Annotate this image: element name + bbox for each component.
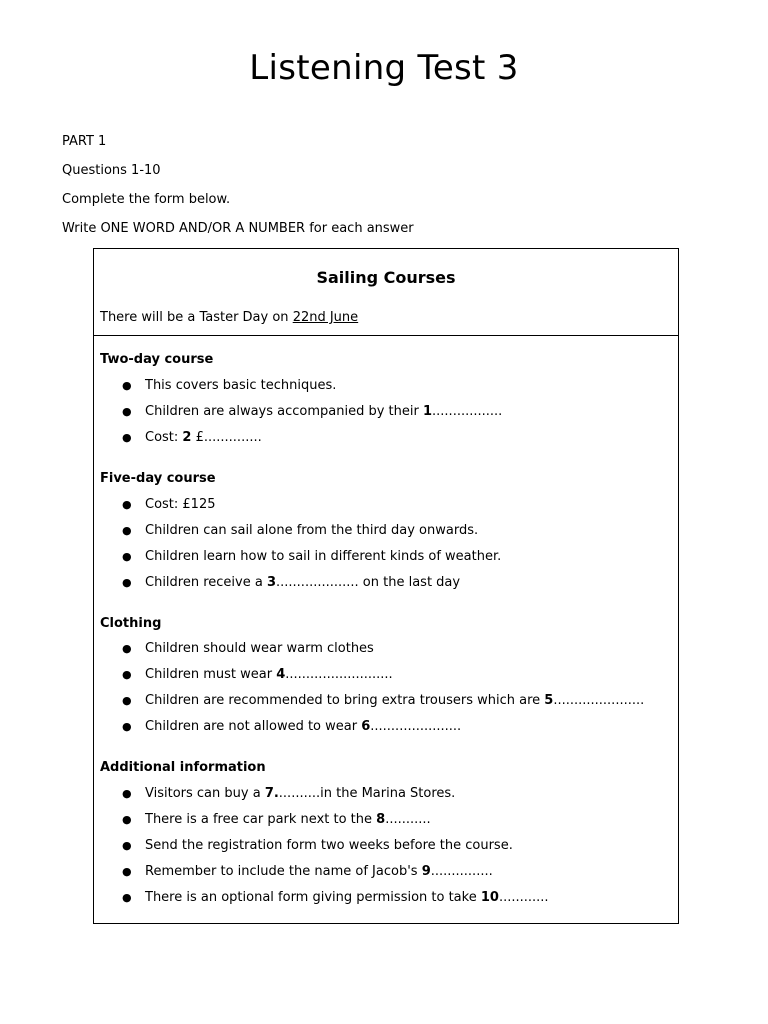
additional-info-heading: Additional information (100, 760, 266, 775)
question-number: 9 (421, 864, 431, 879)
questions-range: Questions 1-10 (62, 163, 161, 178)
bullet-icon: ● (122, 865, 132, 878)
bullet-icon: ● (122, 576, 132, 589)
sailing-courses-form (93, 248, 679, 924)
question-number: 4 (276, 667, 286, 682)
form-header (94, 249, 678, 336)
five-day-item-4: Children receive a 3.................... on the last day (145, 575, 461, 590)
answer-blank: ............... (430, 864, 493, 879)
clothing-item-1: Children should wear warm clothes (145, 641, 374, 656)
two-day-heading: Two-day course (100, 352, 214, 367)
bullet-icon: ● (122, 787, 132, 800)
answer-blank: ..........in the Marina Stores. (278, 786, 456, 801)
bullet-icon: ● (122, 891, 132, 904)
bullet-icon: ● (122, 550, 132, 563)
five-day-heading: Five-day course (100, 471, 216, 486)
two-day-item-1: This covers basic techniques. (145, 378, 337, 393)
additional-item-5: There is an optional form giving permission to take 10............ (145, 890, 549, 905)
answer-blank: ........... (385, 812, 431, 827)
clothing-item-3: Children are recommended to bring extra trousers which are 5...................... (145, 693, 645, 708)
bullet-icon: ● (122, 813, 132, 826)
five-day-item-1: Cost: £125 (145, 497, 216, 512)
taster-day-line (100, 310, 358, 325)
two-day-item-2: Children are always accompanied by their 1................. (145, 404, 503, 419)
question-number: 5 (544, 693, 554, 708)
answer-blank: ................. (432, 404, 503, 419)
additional-item-3: Send the registration form two weeks before the course. (145, 838, 513, 853)
answer-blank: ...................... (553, 693, 645, 708)
form-title: Sailing Courses (316, 268, 456, 287)
answer-blank: £.............. (191, 430, 262, 445)
bullet-icon: ● (122, 379, 132, 392)
bullet-icon: ● (122, 405, 132, 418)
question-number: 8 (376, 812, 386, 827)
taster-prefix: There will be a Taster Day on (100, 310, 293, 325)
five-day-item-2: Children can sail alone from the third day onwards. (145, 523, 479, 538)
bullet-icon: ● (122, 498, 132, 511)
clothing-heading: Clothing (100, 616, 162, 631)
additional-item-2: There is a free car park next to the 8........... (145, 812, 431, 827)
question-number: 6 (361, 719, 371, 734)
clothing-item-4: Children are not allowed to wear 6...................... (145, 719, 462, 734)
additional-item-1: Visitors can buy a 7...........in the Marina Stores. (145, 786, 456, 801)
answer-blank: .......................... (285, 667, 393, 682)
bullet-icon: ● (122, 839, 132, 852)
clothing-item-2: Children must wear 4.......................... (145, 667, 393, 682)
question-number: 2 (182, 430, 192, 445)
question-number: 1 (422, 404, 433, 419)
bullet-icon: ● (122, 431, 132, 444)
answer-blank: .................... on the last day (276, 575, 461, 590)
part-label: PART 1 (62, 134, 107, 149)
bullet-icon: ● (122, 694, 132, 707)
answer-blank: ............ (498, 890, 549, 905)
bullet-icon: ● (122, 642, 132, 655)
question-number: 3 (266, 575, 277, 590)
bullet-icon: ● (122, 720, 132, 733)
bullet-icon: ● (122, 668, 132, 681)
answer-rule-text: Write ONE WORD AND/OR A NUMBER for each answer (62, 221, 414, 236)
bullet-icon: ● (122, 524, 132, 537)
answer-blank: ...................... (370, 719, 462, 734)
page-title: Listening Test 3 (249, 48, 519, 88)
additional-item-4: Remember to include the name of Jacob's 9............... (145, 864, 493, 879)
taster-date: 22nd June (292, 310, 359, 325)
question-number: 7. (264, 786, 279, 801)
instruction-text: Complete the form below. (62, 192, 231, 207)
two-day-item-3: Cost: 2 £.............. (145, 430, 262, 445)
five-day-item-3: Children learn how to sail in different kinds of weather. (145, 549, 502, 564)
question-number: 10 (480, 890, 499, 905)
